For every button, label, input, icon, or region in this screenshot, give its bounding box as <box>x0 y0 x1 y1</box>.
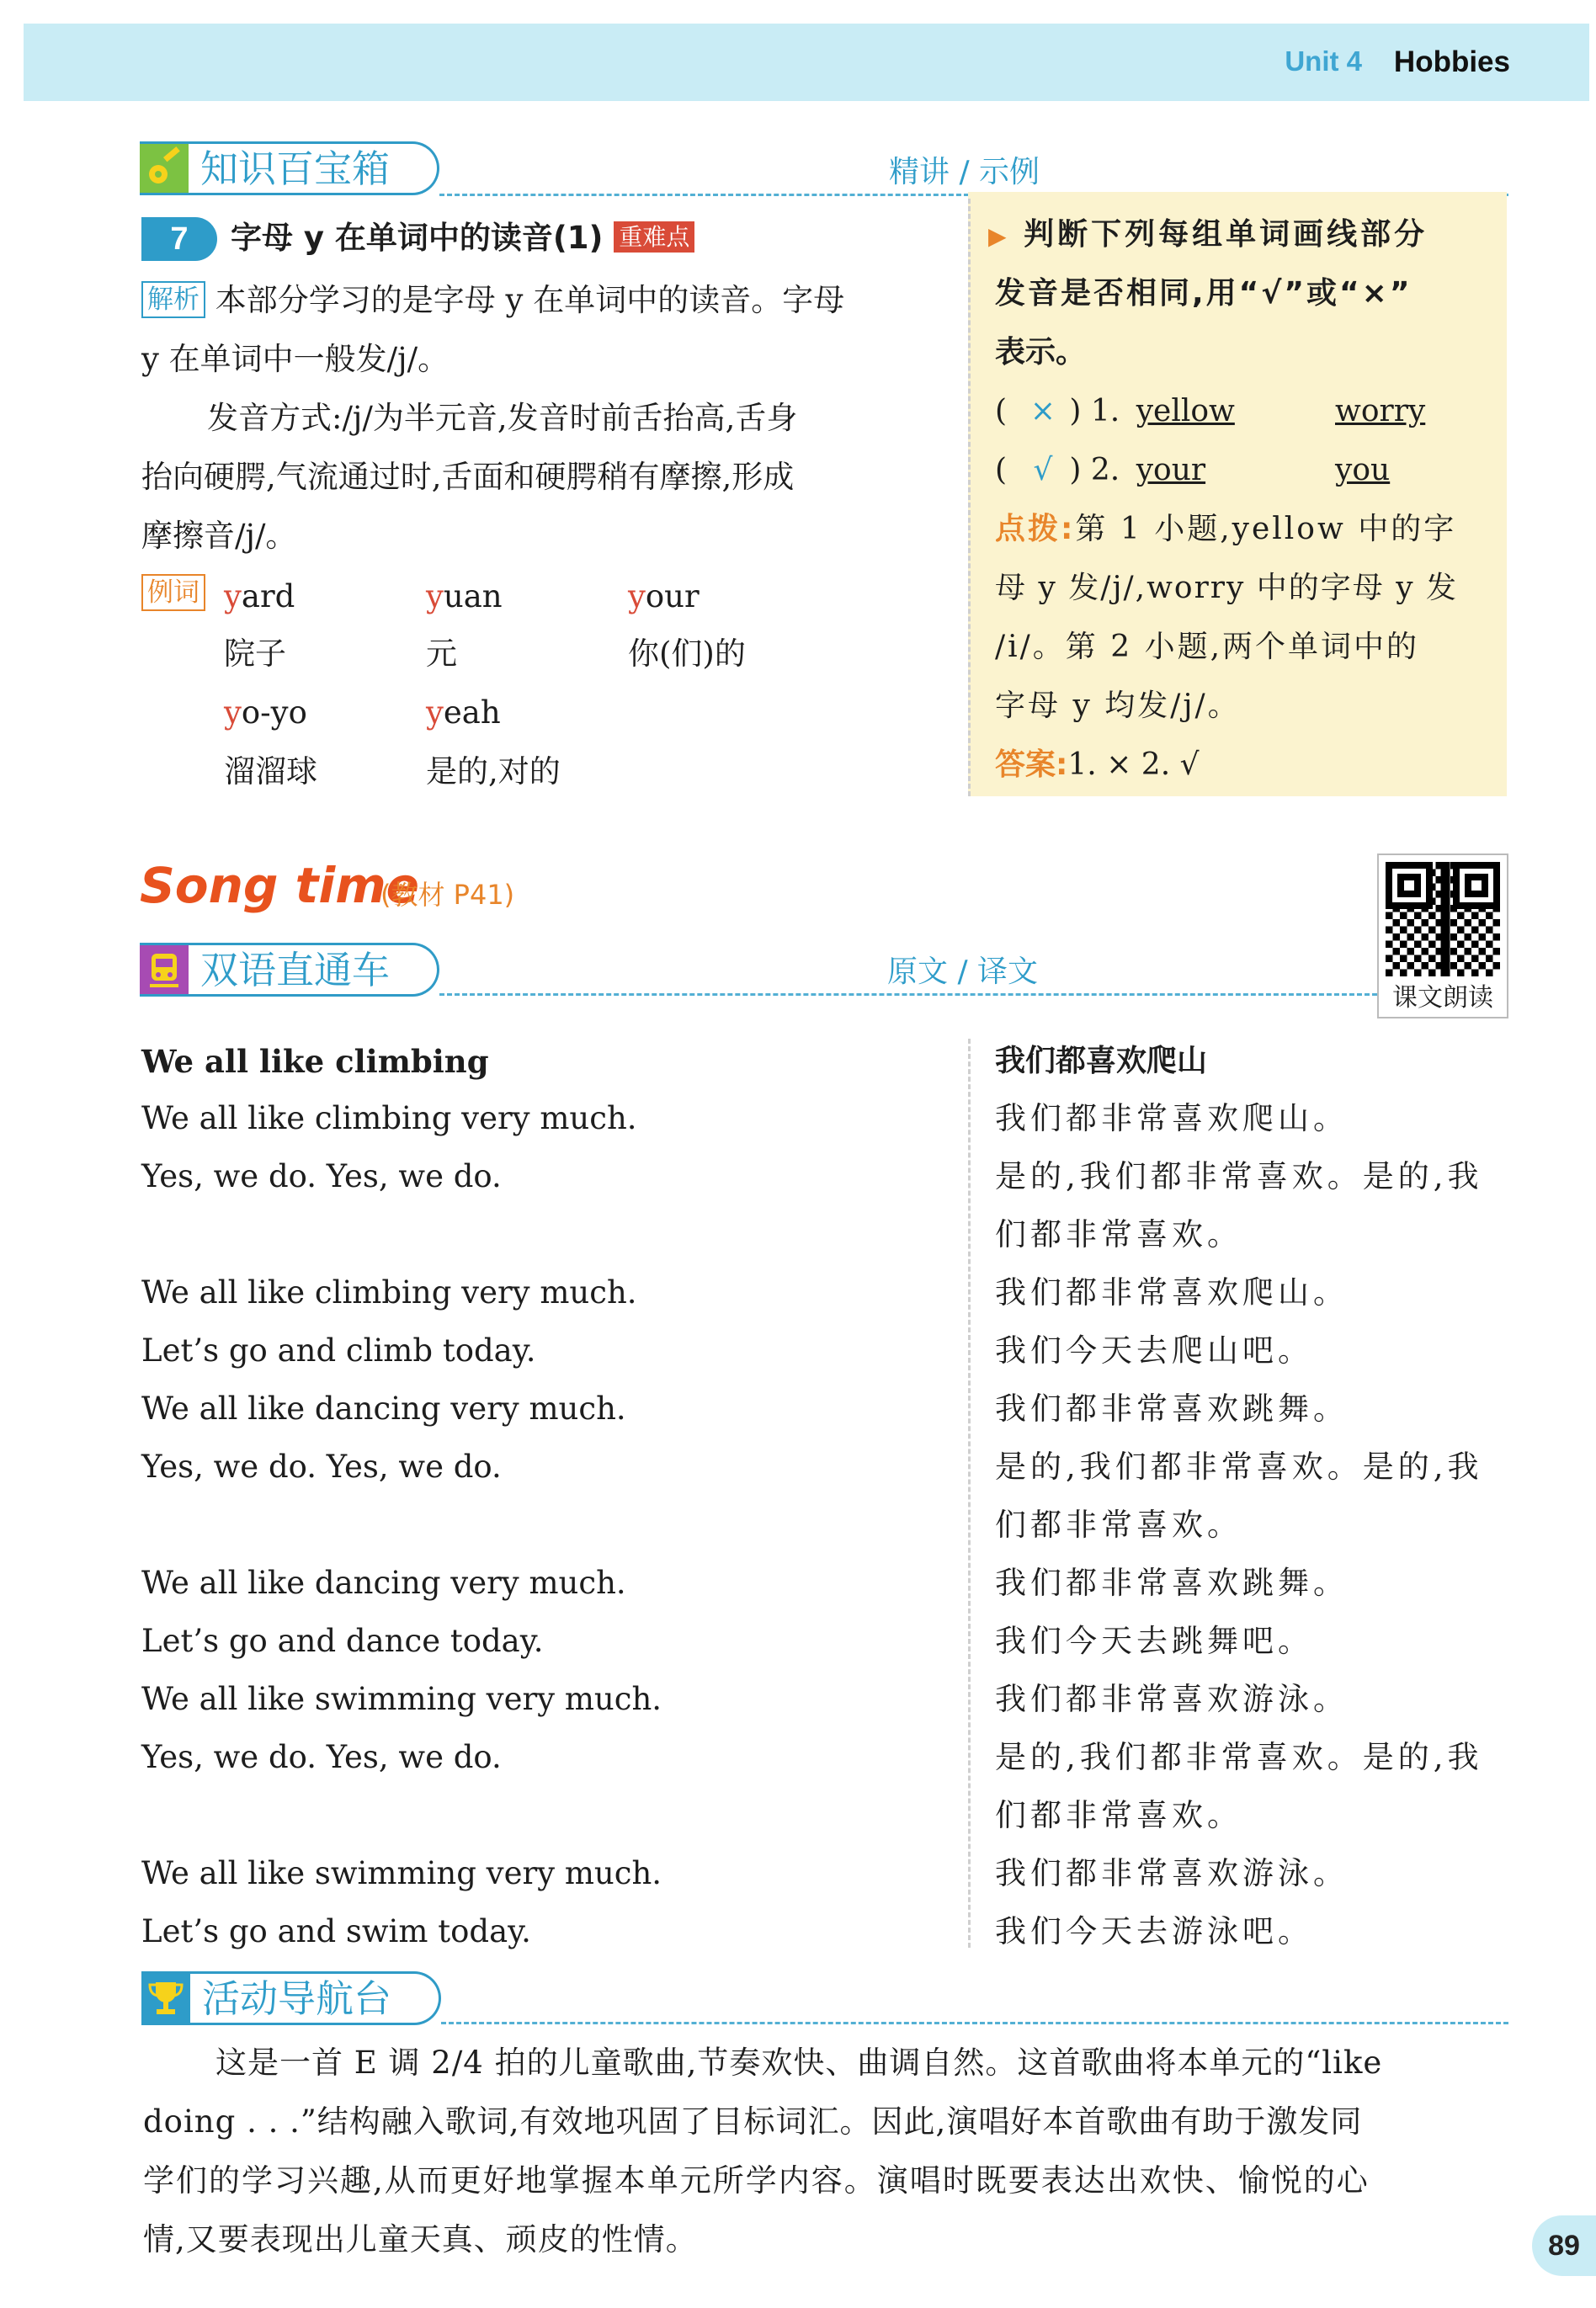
page-number: 89 <box>1532 2215 1596 2276</box>
lyric-zh: 是的,我们都非常喜欢。是的,我 <box>995 1449 1483 1485</box>
key-icon <box>140 144 189 193</box>
lyric-en: We all like dancing very much. <box>141 1565 626 1601</box>
activity-banner-label: 活动导航台 <box>202 1976 392 2021</box>
lyric-zh: 是的,我们都非常喜欢。是的,我 <box>995 1739 1483 1775</box>
qr-code[interactable] <box>1377 854 1508 1018</box>
activity-line: 情,又要表现出儿童天真、顽皮的性情。 <box>143 2221 698 2257</box>
exercise-item-1: ( × ) 1. yellow <box>995 391 1235 433</box>
point-number: 7 <box>170 221 189 257</box>
lyrics-divider <box>968 1039 971 1948</box>
knowledge-banner-label: 知识百宝箱 <box>200 146 391 191</box>
item-word-1: your <box>1136 453 1206 487</box>
answer-text: 1. × 2. √ <box>1067 747 1200 782</box>
item-number: 2. <box>1090 453 1120 487</box>
example-letter: y <box>426 694 444 731</box>
lyric-zh: 我们今天去游泳吧。 <box>995 1913 1313 1949</box>
lyric-zh: 我们今天去爬山吧。 <box>995 1332 1313 1369</box>
unit-title: Hobbies <box>1393 45 1510 78</box>
analysis-tag: 解析 <box>141 281 205 318</box>
method-line-1: 发音方式:/j/为半元音,发音时前舌抬高,舌身 <box>207 400 798 436</box>
example-meaning: 溜溜球 <box>224 753 317 790</box>
item-number: 1. <box>1090 394 1120 428</box>
lyric-en: We all like swimming very much. <box>141 1681 662 1717</box>
answer-mark: √ <box>1033 453 1053 487</box>
lyric-zh: 我们都非常喜欢游泳。 <box>995 1681 1349 1717</box>
example-word <box>224 576 295 618</box>
activity-line: 这是一首 E 调 2/4 拍的儿童歌曲,节奏欢快、曲调自然。这首歌曲将本单元的“like <box>215 2045 1383 2081</box>
bilingual-banner <box>140 943 439 997</box>
qr-caption: 课文朗读 <box>1392 983 1493 1013</box>
song-title-zh: 我们都喜欢爬山 <box>995 1044 1208 1078</box>
lyric-zh: 我们都非常喜欢爬山。 <box>995 1100 1349 1136</box>
example-rest: uan <box>443 578 503 614</box>
song-time-title: Song time <box>140 857 419 914</box>
lyric-zh: 我们都非常喜欢游泳。 <box>995 1855 1349 1891</box>
answer-label: 答案: <box>995 747 1068 782</box>
lyric-zh: 我们今天去跳舞吧。 <box>995 1623 1313 1659</box>
example-word <box>628 576 700 618</box>
example-meaning: 院子 <box>224 635 286 672</box>
lyric-en: Let’s go and dance today. <box>141 1623 544 1659</box>
key-point-badge: 重难点 <box>614 221 694 253</box>
point-number-badge <box>141 217 217 261</box>
exercise-divider <box>968 199 971 796</box>
train-icon <box>140 945 189 994</box>
analysis-line-2: y 在单词中一般发/j/。 <box>141 341 450 377</box>
knowledge-banner <box>140 141 439 195</box>
example-rest: ard <box>241 578 295 614</box>
bilingual-divider <box>439 993 1377 996</box>
point-heading-text: 字母 y 在单词中的读音(1) <box>231 220 604 256</box>
lyric-zh: 们都非常喜欢。 <box>995 1507 1242 1543</box>
item-word-1: yellow <box>1136 394 1235 428</box>
item-word-2: worry <box>1335 394 1426 428</box>
example-word <box>224 692 307 734</box>
method-line-2: 抬向硬腭,气流通过时,舌面和硬腭稍有摩擦,形成 <box>141 459 795 495</box>
song-ref: (教材 P41) <box>380 879 515 911</box>
example-meaning: 你(们)的 <box>628 635 746 672</box>
lyric-en: Yes, we do. Yes, we do. <box>141 1449 502 1485</box>
exercise-prompt-1 <box>988 214 1428 258</box>
example-rest: our <box>645 578 700 614</box>
tip-label: 点拨: <box>995 512 1076 546</box>
example-word <box>426 576 503 618</box>
triangle-icon: ▶ <box>988 222 1010 250</box>
lyric-zh: 我们都非常喜欢跳舞。 <box>995 1391 1349 1427</box>
page-header <box>24 24 1589 101</box>
tip-line-1 <box>995 508 1456 550</box>
example-letter: y <box>224 578 242 614</box>
bilingual-banner-label: 双语直通车 <box>200 948 391 992</box>
activity-banner <box>141 1971 441 2025</box>
song-title-en: We all like climbing <box>141 1043 489 1080</box>
item-word-2: you <box>1335 453 1391 487</box>
point-heading <box>231 217 694 259</box>
lyric-en: Let’s go and swim today. <box>141 1913 531 1949</box>
tip-line-2: 母 y 发/j/,worry 中的字母 y 发 <box>995 571 1459 605</box>
analysis-text-1: 本部分学习的是字母 y 在单词中的读音。字母 <box>215 282 845 318</box>
answer-line <box>995 744 1200 786</box>
exercise-item-2: ( √ ) 2. your <box>995 449 1205 492</box>
unit-label: Unit 4 <box>1285 45 1362 77</box>
lyric-en: We all like dancing very much. <box>141 1391 626 1427</box>
example-meaning: 是的,对的 <box>426 753 561 790</box>
activity-divider <box>441 2022 1508 2024</box>
method-line-3: 摩擦音/j/。 <box>141 518 297 554</box>
example-meaning: 元 <box>426 635 457 672</box>
example-tag: 例词 <box>141 574 205 611</box>
example-letter: y <box>426 578 444 614</box>
bilingual-subtitle: 原文 / 译文 <box>887 955 1039 989</box>
exercise-prompt-2: 发音是否相同,用“√”或“×” <box>995 276 1412 311</box>
analysis-line-1 <box>141 279 844 322</box>
lyric-zh: 们都非常喜欢。 <box>995 1797 1242 1833</box>
example-word <box>426 692 501 734</box>
activity-line: 学们的学习兴趣,从而更好地掌握本单元所学内容。演唱时既要表达出欢快、愉悦的心 <box>143 2162 1370 2199</box>
tip-text-1: 第 1 小题,yellow 中的字 <box>1075 512 1457 546</box>
lyric-en: We all like swimming very much. <box>141 1855 662 1891</box>
lyric-zh: 是的,我们都非常喜欢。是的,我 <box>995 1158 1483 1194</box>
tip-line-4: 字母 y 均发/j/。 <box>995 689 1241 723</box>
lyric-en: We all like climbing very much. <box>141 1100 637 1136</box>
exercise-panel <box>968 192 1507 796</box>
lyric-zh: 我们都非常喜欢跳舞。 <box>995 1565 1349 1601</box>
exercise-prompt-text-1: 判断下列每组单词画线部分 <box>1024 217 1428 252</box>
example-letter: y <box>628 578 646 614</box>
example-rest: eah <box>443 694 501 731</box>
answer-mark: × <box>1029 394 1056 428</box>
lyric-en: Yes, we do. Yes, we do. <box>141 1739 502 1775</box>
lyric-zh: 们都非常喜欢。 <box>995 1216 1242 1252</box>
exercise-prompt-3: 表示。 <box>995 335 1087 370</box>
lyric-zh: 我们都非常喜欢爬山。 <box>995 1274 1349 1311</box>
example-rest: o-yo <box>241 694 307 731</box>
tip-line-3: /i/。第 2 小题,两个单词中的 <box>995 630 1420 664</box>
knowledge-subtitle: 精讲 / 示例 <box>889 155 1040 189</box>
qr-pattern <box>1386 862 1500 976</box>
activity-line: doing . . .”结构融入歌词,有效地巩固了目标词汇。因此,演唱好本首歌曲有助于激发同 <box>143 2103 1363 2140</box>
example-letter: y <box>224 694 242 731</box>
lyric-en: Yes, we do. Yes, we do. <box>141 1158 502 1194</box>
lyric-en: We all like climbing very much. <box>141 1274 637 1311</box>
lyric-en: Let’s go and climb today. <box>141 1332 536 1369</box>
example-tag-wrap <box>141 574 205 611</box>
trophy-icon <box>141 1974 190 2023</box>
